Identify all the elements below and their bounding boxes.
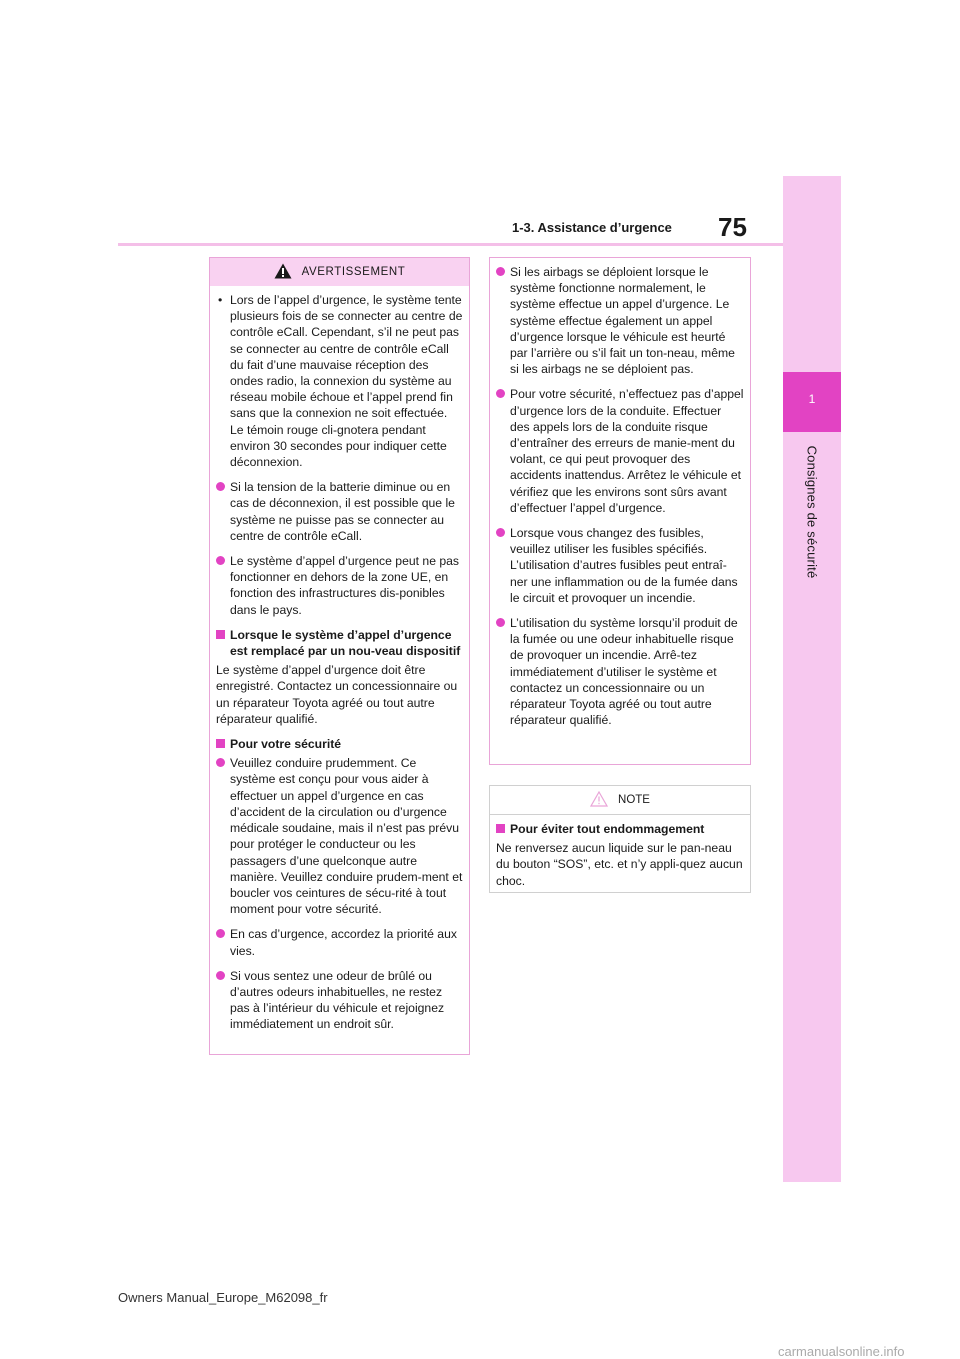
footer-document-id: Owners Manual_Europe_M62098_fr [118,1290,328,1305]
subheading-replaced [216,627,463,659]
list-item [496,615,744,728]
list-item [496,386,744,516]
warning-body-left [210,286,469,1033]
bullet-dot-icon [216,482,225,491]
warning-box-right [489,257,751,765]
note-heading-text: Pour éviter tout endommagement [510,822,705,836]
note-paragraph: Ne renversez aucun liquide sur le pan-neau du bouton “SOS”, etc. et n’y appli-quez aucun choc. [496,841,743,888]
list-item-text: Veuillez conduire prudemment. Ce système est conçu pour vous aider à effectuer un appel d’urgence en cas d’accident de la circulation ou d’urgence médicale soudaine, mais il n’est pas prévu pour protéger le conducteur ou les passagers d’une quelconque autre manière. Veuillez conduire prudem-ment et boucler vos ceintures de sécu-rité à tout moment pour votre sécurité. [230,756,463,917]
list-item-text: Pour votre sécurité, n’effectuez pas d’appel d’urgence lors de la conduite. Effectuer des appels lors de la conduite risque d’entraîner des erreurs de manie-ment du volant, ce qui peut provoquer des accidents inattendus. Arrêtez le véhicule et vérifiez que les environs sont sûrs avant d’effectuer l’appel d’urgence. [510,387,744,515]
note-subheading [496,821,744,837]
list-item-text: Lorsque vous changez des fusibles, veuillez utiliser les fusibles spécifiés. L’utilisation d’autres fusibles peut entraî-ner une inflammation ou de la fumée dans le circuit et provoquer un incendie. [510,526,738,605]
bullet-dot-icon [496,267,505,276]
header-rule [118,243,783,246]
list-item-text: Si la tension de la batterie diminue ou en cas de déconnexion, il est possible que le système ne puisse pas se connecter au centre de contrôle eCall. [230,480,455,543]
list-item-text: L’utilisation du système lorsqu’il produit de la fumée ou une odeur inhabituelle risque de provoquer un incendie. Arrê-tez immédiatement d’utiliser le système et contactez un concessionnaire ou un réparateur Toyota agréé ou tout autre réparateur qualifié. [510,616,738,728]
replaced-paragraph: Le système d’appel d’urgence doit être enregistré. Contactez un concessionnaire ou un réparateur Toyota agréé ou tout autre réparateur qualifié. [216,663,458,726]
warning-title: AVERTISSEMENT [301,266,406,278]
caution-triangle-icon [590,791,608,810]
list-item [496,264,744,377]
list-item-text: Si vous sentez une odeur de brûlé ou d’autres odeurs inhabituelles, ne restez pas à l’intérieur du véhicule et rejoignez immédiatement un endroit sûr. [230,968,445,1032]
chapter-label: Consignes de sécurité [804,445,820,579]
list-item-text: Si les airbags se déploient lorsque le système fonctionne normalement, le système effectue un appel d’urgence. Le système effectue également un appel d’urgence lorsque le véhicule est heurté par l’arrière ou s’il fait un ton-neau, même si les airbags ne se déploient pas. [510,265,735,377]
bullet-dot-icon [216,971,225,980]
list-item [216,479,463,544]
note-title: NOTE [618,794,650,806]
bullet-dot-icon [216,929,225,938]
dash-mark: • [218,293,223,307]
section-title: 1-3. Assistance d’urgence [512,220,672,235]
note-body [490,815,750,889]
bullet-dot-icon [216,556,225,565]
note-header [490,786,750,815]
dash-item [216,292,463,470]
square-bullet-icon [496,824,505,833]
side-strip [783,176,841,1182]
list-item [216,755,463,917]
chapter-number: 1 [808,392,816,406]
note-box [489,785,751,893]
list-item [216,926,463,958]
subheading-safety [216,736,463,752]
warning-box-left [209,257,470,1055]
dash-text: Lors de l’appel d’urgence, le système tente plusieurs fois de se connecter au centre de contrôle eCall. Cependant, s’il ne peut pas se connecter au centre de contrôle eCall du fait d’une mauvaise réception des ondes radio, la connexion du système au réseau mobile échoue et l’appel prend fin sans que la connexion ne soit effectuée. Le témoin rouge cli-gnotera pendant environ 30 secondes pour indiquer cette déconnexion. [230,293,463,470]
warning-header [210,258,469,286]
warning-body-right [490,258,750,728]
bullet-dot-icon [496,528,505,537]
list-item [216,968,463,1033]
subheading-text: Lorsque le système d’appel d’urgence est remplacé par un nou-veau dispositif [230,627,461,659]
bullet-dot-icon [216,758,225,767]
list-item [496,525,744,606]
square-bullet-icon [216,630,225,639]
bullet-dot-icon [496,389,505,398]
warning-triangle-icon [274,263,292,282]
bullet-dot-icon [496,618,505,627]
list-item-text: En cas d’urgence, accordez la priorité aux vies. [230,927,457,958]
watermark: carmanualsonline.info [778,1344,905,1359]
square-bullet-icon [216,739,225,748]
list-item-text: Le système d’appel d’urgence peut ne pas fonctionner en dehors de la zone UE, en fonction des infrastructures dis-ponibles dans le pays. [230,554,460,617]
subheading-text: Pour votre sécurité [230,737,342,752]
page-number: 75 [718,212,747,242]
list-item [216,553,463,618]
